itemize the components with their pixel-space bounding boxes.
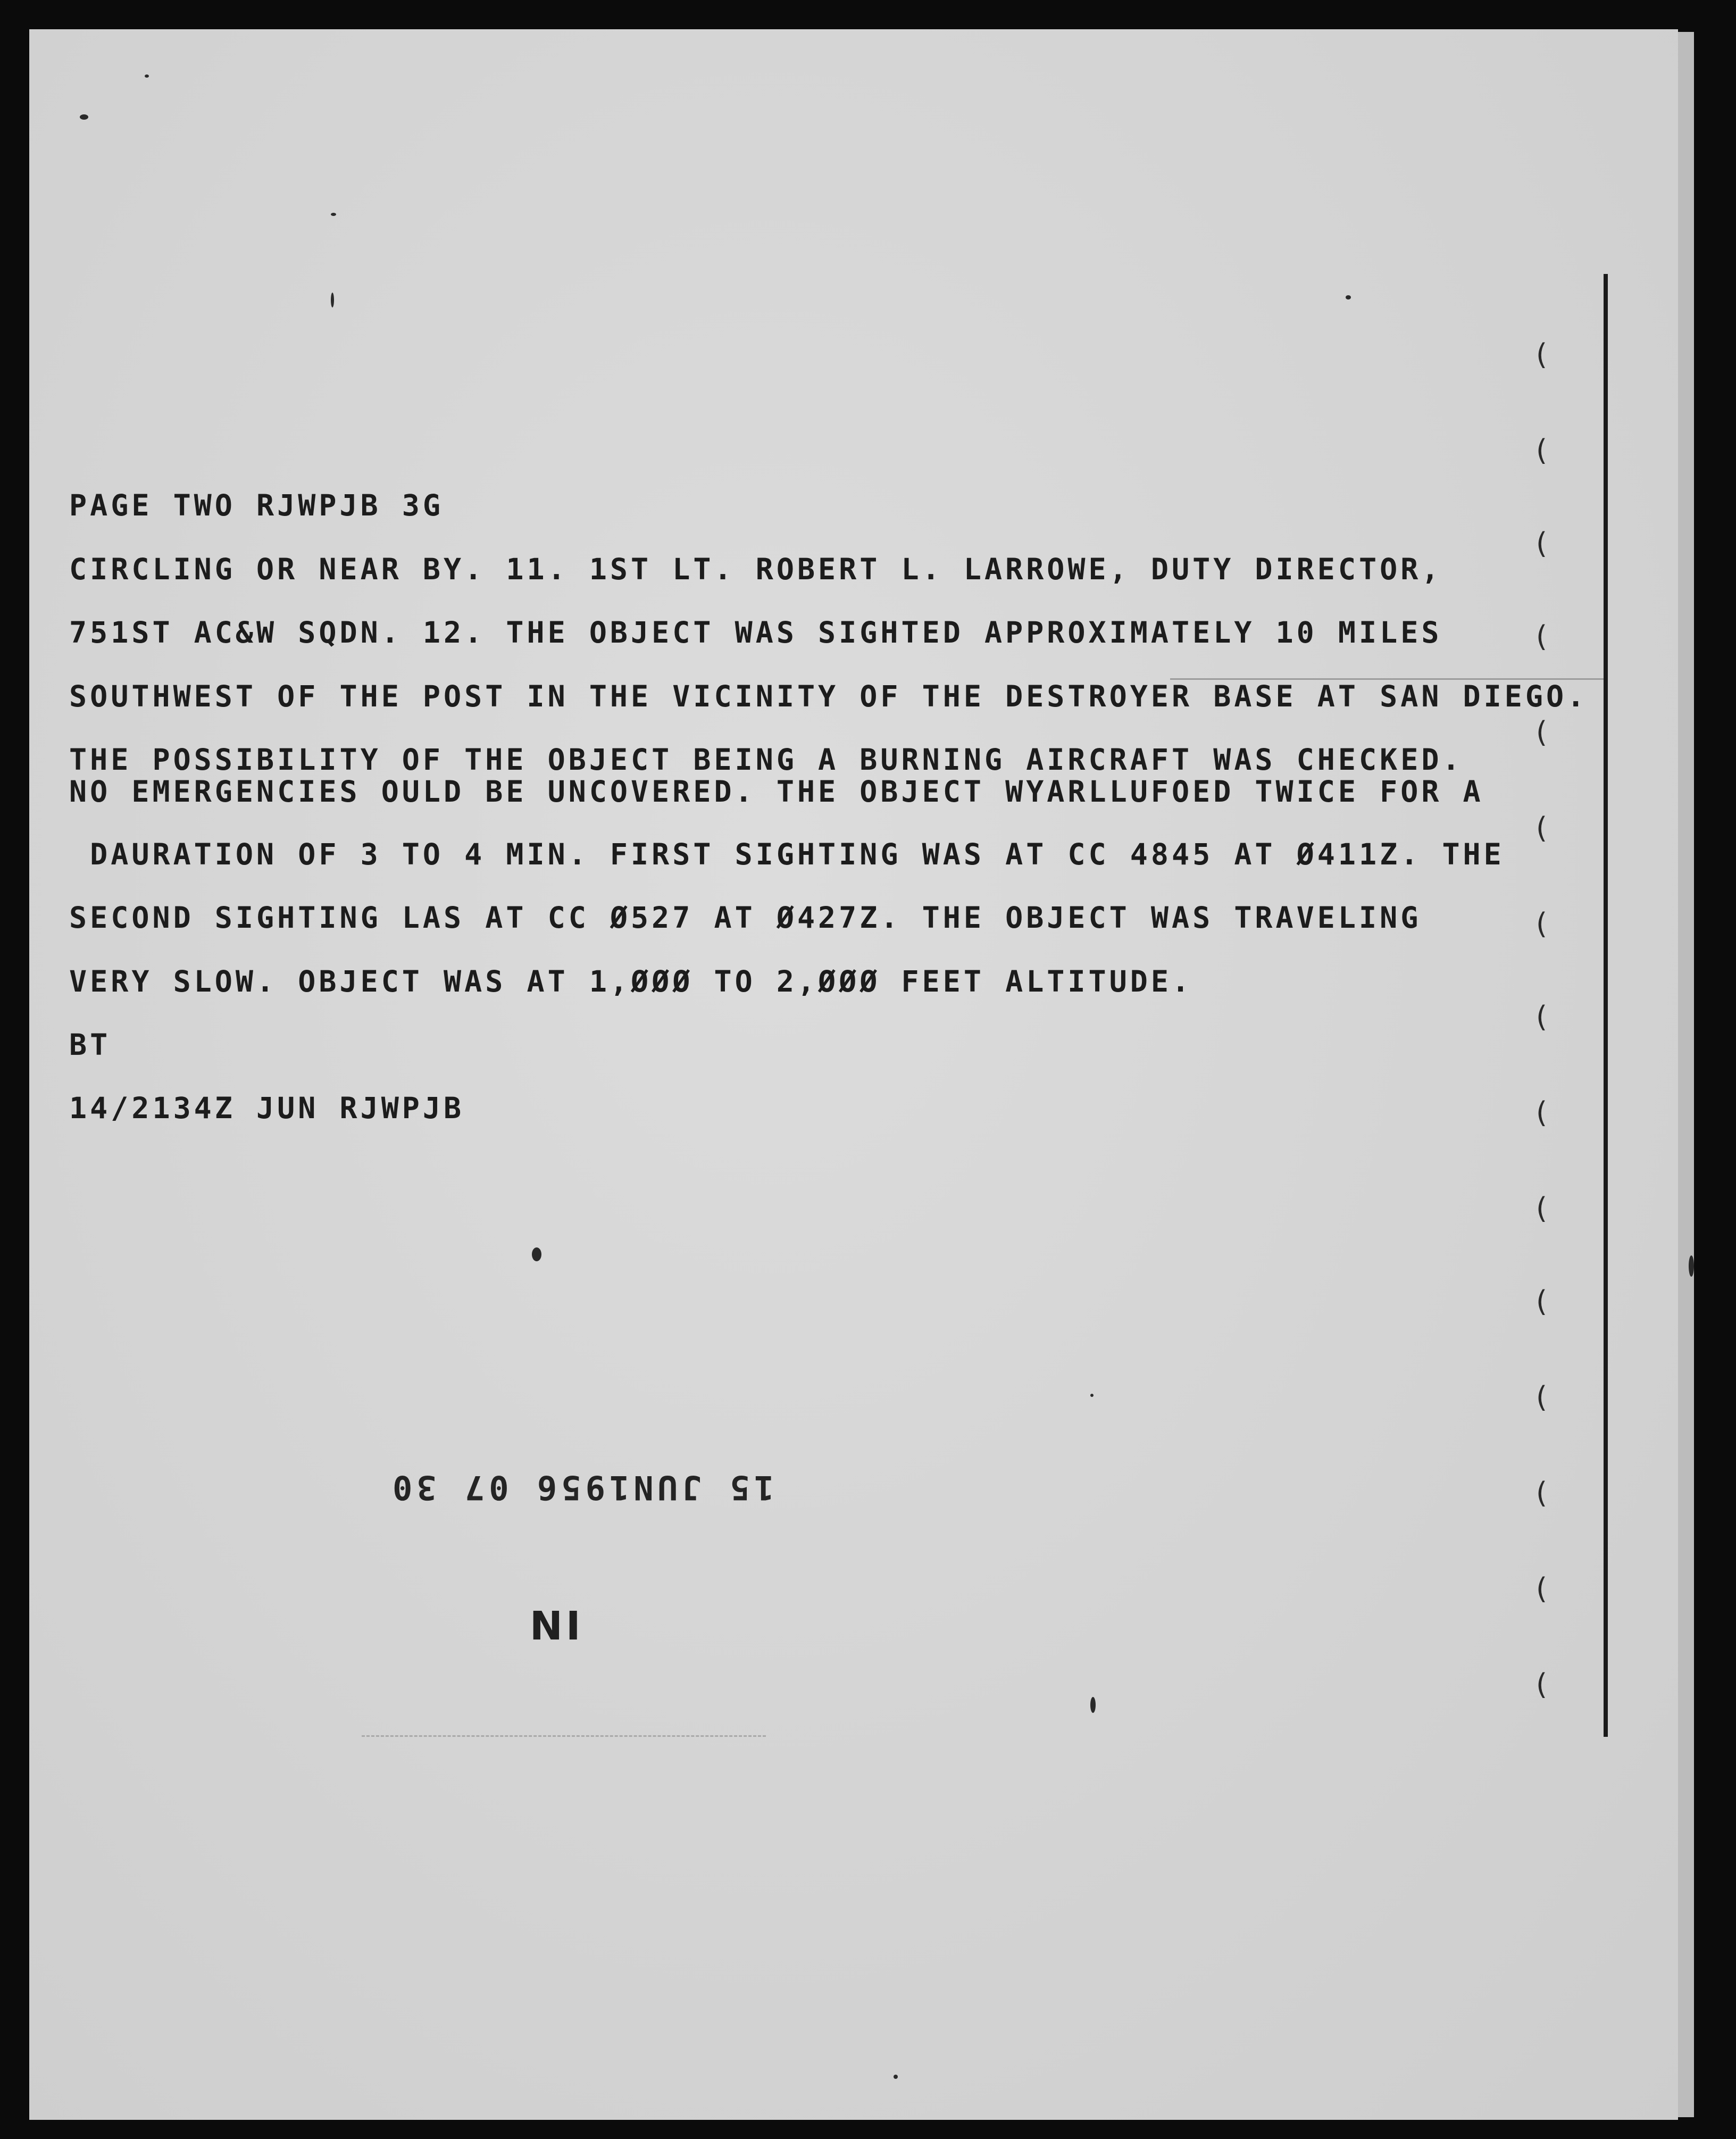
sprocket-mark: ( [1536, 1192, 1548, 1225]
scan-speck [1090, 1697, 1096, 1713]
scan-speck [1346, 295, 1351, 299]
body-line: CIRCLING OR NEAR BY. 11. 1ST LT. ROBERT L. LARROWE, DUTY DIRECTOR, [69, 552, 1442, 586]
body-line: DAURATION OF 3 TO 4 MIN. FIRST SIGHTING WAS AT CC 4845 AT Ø411Z. THE [69, 837, 1505, 871]
body-line: 751ST AC&W SQDN. 12. THE OBJECT WAS SIGHTED APPROXIMATELY 10 MILES [69, 615, 1442, 650]
page-edge-shadow [1678, 32, 1694, 2117]
sprocket-mark: ( [1536, 1668, 1548, 1701]
body-line: NO EMERGENCIES OULD BE UNCOVERED. THE OBJECT WYARLLUFOED TWICE FOR A [69, 775, 1484, 809]
scan-speck [894, 2075, 898, 2079]
scan-speck [331, 293, 334, 307]
sprocket-mark: ( [1536, 434, 1548, 467]
sprocket-mark: ( [1536, 338, 1548, 371]
sprocket-mark: ( [1536, 811, 1548, 845]
received-in-mark: IN [527, 1601, 581, 1647]
sprocket-mark: ( [1536, 1000, 1548, 1034]
sprocket-mark: ( [1536, 1476, 1548, 1510]
sprocket-mark: ( [1536, 907, 1548, 941]
body-line: VERY SLOW. OBJECT WAS AT 1,ØØØ TO 2,ØØØ FEET ALTITUDE. [69, 964, 1193, 998]
body-line: THE POSSIBILITY OF THE OBJECT BEING A BURNING AIRCRAFT WAS CHECKED. [69, 743, 1463, 777]
scan-speck [1090, 1394, 1094, 1397]
body-line: SOUTHWEST OF THE POST IN THE VICINITY OF THE DESTROYER BASE AT SAN DIEGO. [69, 679, 1588, 713]
scan-speck [80, 114, 88, 120]
sprocket-mark: ( [1536, 1096, 1548, 1129]
sprocket-mark: ( [1536, 715, 1548, 749]
body-line: SECOND SIGHTING LAS AT CC Ø527 AT Ø427Z. THE OBJECT WAS TRAVELING [69, 901, 1422, 935]
faint-dashed-rule [362, 1735, 766, 1737]
sprocket-mark: ( [1536, 1285, 1548, 1318]
scan-speck [532, 1247, 541, 1261]
margin-rule [1604, 274, 1608, 1737]
sprocket-mark: ( [1536, 527, 1548, 560]
received-date-stamp: 15 JUN1956 07 30 [388, 1468, 774, 1507]
date-time-group: 14/2134Z JUN RJWPJB [69, 1091, 465, 1125]
scan-speck [331, 213, 336, 216]
sprocket-mark: ( [1536, 620, 1548, 653]
sprocket-mark: ( [1536, 1572, 1548, 1605]
scan-speck [1689, 1255, 1694, 1277]
header-line: PAGE TWO RJWPJB 3G [69, 488, 444, 522]
break-line: BT [69, 1028, 111, 1062]
scan-speck [145, 74, 149, 78]
sprocket-mark: ( [1536, 1380, 1548, 1414]
document-page [29, 29, 1678, 2120]
